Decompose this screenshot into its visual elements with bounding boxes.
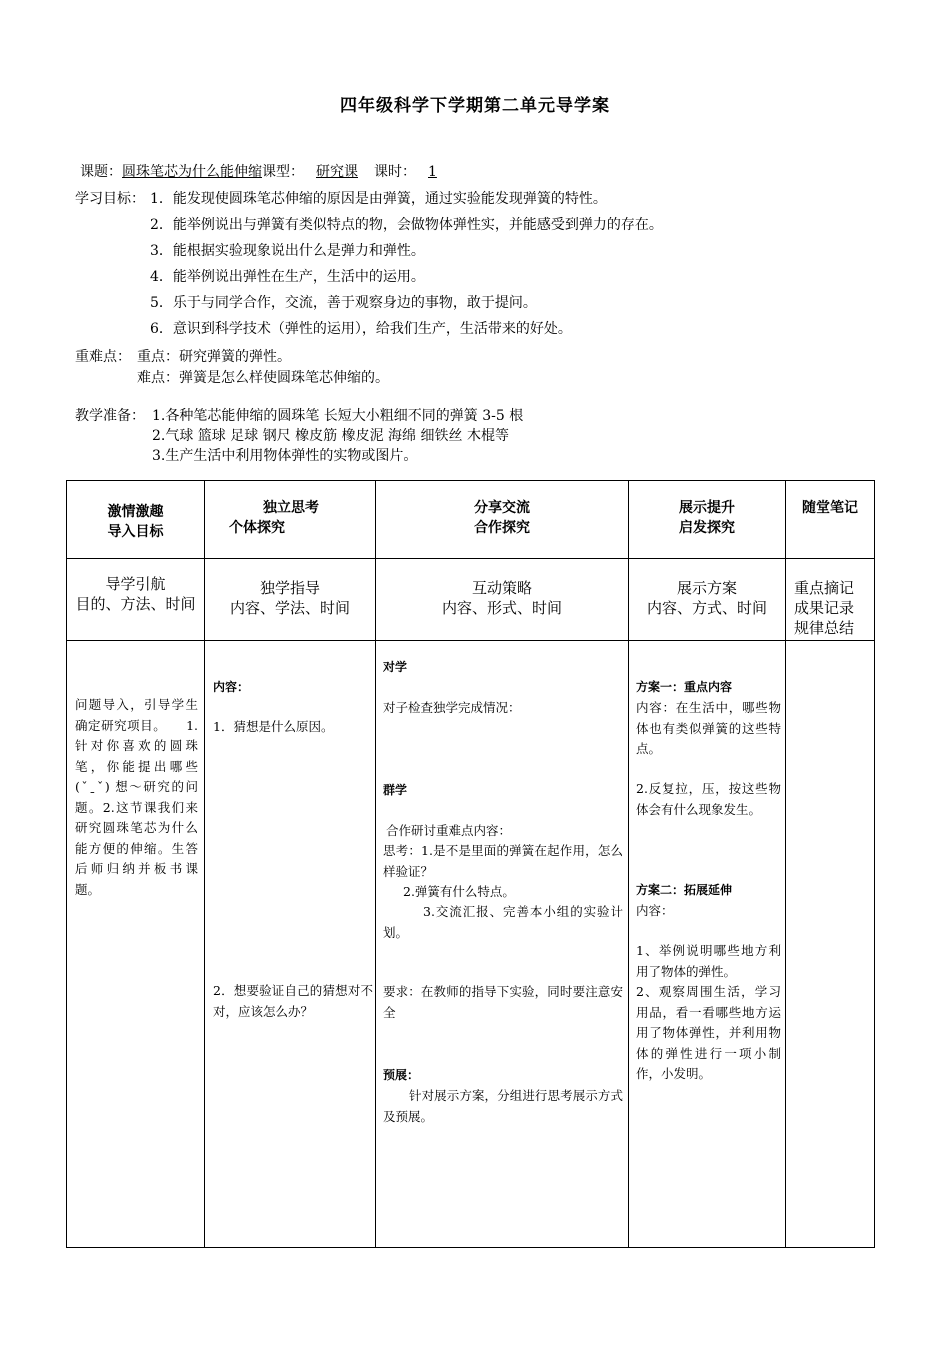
content-cell-presentation xyxy=(629,641,786,1248)
header-line: 导入目标 xyxy=(107,524,164,540)
think-2: 2.弹簧有什么特点。 xyxy=(403,884,515,899)
header-cell xyxy=(376,481,629,559)
header-line: 启发探究 xyxy=(679,520,735,536)
type-label: 课型： xyxy=(262,164,304,180)
hours-value: 1 xyxy=(428,164,437,180)
subheader-cell xyxy=(67,559,205,641)
requirement: 要求：在教师的指导下实验，同时要注意安全 xyxy=(383,984,623,1020)
hours-label: 课时： xyxy=(374,164,416,180)
plan2-content-label: 内容： xyxy=(636,903,674,918)
subheader-line: 互动策略 xyxy=(471,579,532,597)
subheader-cell xyxy=(205,559,376,641)
header-cell xyxy=(786,481,875,559)
content-cell-notes xyxy=(786,641,875,1248)
header-row xyxy=(67,481,875,559)
content-cell-discussion xyxy=(376,641,629,1248)
subheader-line: 展示方案 xyxy=(676,579,737,597)
content-cell-self-study xyxy=(205,641,376,1248)
think-3: 3.交流汇报、完善本小组的实验计划。 xyxy=(383,904,623,940)
header-line: 合作探究 xyxy=(474,520,530,536)
objective-item: 1．能发现使圆珠笔芯伸缩的原因是由弹簧，通过实验能发现弹簧的特性。 xyxy=(150,191,607,207)
subheader-cell xyxy=(629,559,786,641)
objective-item: 4．能举例说出弹性在生产，生活中的运用。 xyxy=(150,269,425,285)
header-cell xyxy=(205,481,376,559)
subheader-line: 规律总结 xyxy=(794,619,855,637)
header-line: 个体探究 xyxy=(229,520,285,536)
pair-study-label: 对学 xyxy=(383,660,408,674)
think-1 xyxy=(383,841,623,882)
subheader-cell xyxy=(376,559,629,641)
plan1-text: 内容：在生活中，哪些物体也有类似弹簧的这些特点。 xyxy=(636,700,781,756)
subheader-line: 导学引航 xyxy=(105,575,166,593)
subheader-line: 目的、方法、时间 xyxy=(75,595,196,613)
topic-label: 课题： xyxy=(80,164,122,180)
header-line: 分享交流 xyxy=(474,500,530,516)
subheader-line: 内容、方式、时间 xyxy=(646,599,767,617)
content-cell-intro xyxy=(67,641,205,1248)
think-1-text: 思考：1.是不是里面的弹簧在起作用，怎么样验证？ xyxy=(383,843,623,879)
group-study-intro: 合作研讨重难点内容： xyxy=(386,823,512,838)
lesson-info xyxy=(80,162,451,182)
preview-label: 预展： xyxy=(383,1068,420,1082)
content-label: 内容： xyxy=(213,680,250,694)
question-1: 1．猜想是什么原因。 xyxy=(213,719,334,734)
prep-item: 2.气球 篮球 足球 钢尺 橡皮筋 橡皮泥 海绵 细铁丝 木棍等 xyxy=(152,428,509,444)
subheader-line: 内容、形式、时间 xyxy=(441,599,562,617)
objectives-label: 学习目标： xyxy=(75,191,145,207)
objective-item: 5．乐于与同学合作，交流，善于观察身边的事物，敢于提问。 xyxy=(150,295,537,311)
lesson-table xyxy=(66,480,875,1248)
plan2-q2: 2、观察周围生活，学习用品，看一看哪些地方运用了物体弹性，并利用物体的弹性进行一项小制作，小发明。 xyxy=(636,984,781,1081)
topic-value: 圆珠笔芯为什么能伸缩 xyxy=(122,164,262,180)
type-value: 研究课 xyxy=(316,164,358,180)
intro-text: 问题导入，引导学生确定研究项目。 1.针对你喜欢的圆珠笔，你能提出哪些(ˇˍˇ) 想～研究的问题。2.这节课我们来研究圆珠笔芯为什么能方便的伸缩。生答后师归纳并板书课题。 xyxy=(75,697,198,897)
objective-item: 6．意识到科学技术（弹性的运用），给我们生产，生活带来的好处。 xyxy=(150,321,572,337)
objective-item: 2．能举例说出与弹簧有类似特点的物，会做物体弹性实，并能感受到弹力的存在。 xyxy=(150,217,663,233)
header-line: 展示提升 xyxy=(679,500,735,516)
subheader-line: 内容、学法、时间 xyxy=(229,599,350,617)
subheader-line: 成果记录 xyxy=(794,599,855,617)
group-study-label: 群学 xyxy=(383,783,408,797)
header-line: 独立思考 xyxy=(263,500,319,516)
subheader-line: 独学指导 xyxy=(259,579,320,597)
page-title: 四年级科学下学期第二单元导学案 xyxy=(340,96,610,116)
subheader-line: 重点摘记 xyxy=(794,579,855,597)
question-2: 2．想要验证自己的猜想对不对，应该怎么办？ xyxy=(213,983,373,1019)
key-point: 重点：研究弹簧的弹性。 xyxy=(137,349,291,365)
plan1-label: 方案一：重点内容 xyxy=(636,680,733,694)
header-cell xyxy=(629,481,786,559)
header-line: 激情激趣 xyxy=(107,504,164,520)
plan2-q1: 1、举例说明哪些地方利用了物体的弹性。 xyxy=(636,943,781,979)
prep-item: 3.生产生活中利用物体弹性的实物或图片。 xyxy=(152,448,418,464)
difficult-point: 难点：弹簧是怎么样使圆珠笔芯伸缩的。 xyxy=(137,370,389,386)
prep-item: 1.各种笔芯能伸缩的圆珠笔 长短大小粗细不同的弹簧 3-5 根 xyxy=(152,408,524,424)
plan2-label: 方案二：拓展延伸 xyxy=(636,883,733,897)
subheader-cell xyxy=(786,559,875,641)
objective-item: 3．能根据实验现象说出什么是弹力和弹性。 xyxy=(150,243,425,259)
pair-study-text: 对子检查独学完成情况： xyxy=(383,700,521,715)
content-row xyxy=(67,641,875,1248)
subheader-row xyxy=(67,559,875,641)
keypoints-label: 重难点： xyxy=(75,349,131,365)
plan1-q2: 2.反复拉，压，按这些物体会有什么现象发生。 xyxy=(636,781,781,817)
prep-label: 教学准备： xyxy=(75,408,145,424)
header-cell xyxy=(67,481,205,559)
header-line: 随堂笔记 xyxy=(802,500,858,516)
preview-text: 针对展示方案，分组进行思考展示方式及预展。 xyxy=(383,1088,623,1124)
